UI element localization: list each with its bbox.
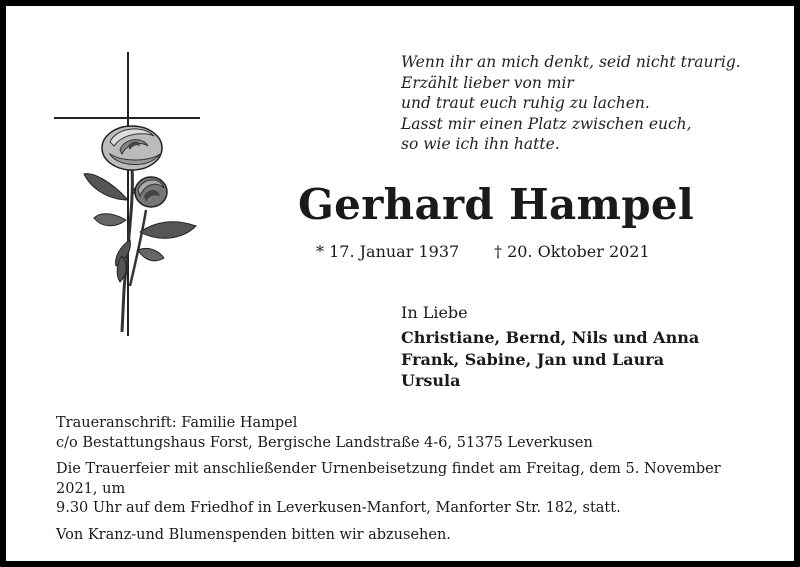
poem-line: und traut euch ruhig zu lachen. [401,94,650,112]
poem-line: Erzählt lieber von mir [401,73,574,92]
poem-line: Lasst mir einen Platz zwischen euch, [401,114,692,133]
address-line: Traueranschrift: Familie Hampel [56,415,298,431]
mourner-line: Frank, Sabine, Jan und Laura [401,349,665,369]
ceremony-line: Die Trauerfeier mit anschließender Urnenbeisetzung findet am Freitag, dem 5. November 2021, um [56,461,721,497]
cross-with-roses-icon [50,50,210,340]
birth-date: * 17. Januar 1937 [316,242,460,261]
address-line: c/o Bestattungshaus Forst, Bergische Landstraße 4-6, 51375 Leverkusen [56,434,593,451]
mourner-line: Ursula [401,371,461,390]
poem-line: so wie ich ihn hatte. [401,135,560,153]
flowers-note: Von Kranz-und Blumenspenden bitten wir abzusehen. [56,526,451,543]
death-date: † 20. Oktober 2021 [494,242,650,261]
deceased-name: Gerhard Hampel [298,180,695,229]
mourners-list [401,327,699,392]
poem-line: Wenn ihr an mich denkt, seid nicht traurig. [401,53,741,71]
mourners-intro: In Liebe [401,303,468,322]
poem [401,52,741,155]
footer-info [56,414,766,552]
ceremony-line: 9.30 Uhr auf dem Friedhof in Leverkusen-Manfort, Manforter Str. 182, statt. [56,500,621,516]
mourner-line: Christiane, Bernd, Nils und Anna [401,328,700,347]
